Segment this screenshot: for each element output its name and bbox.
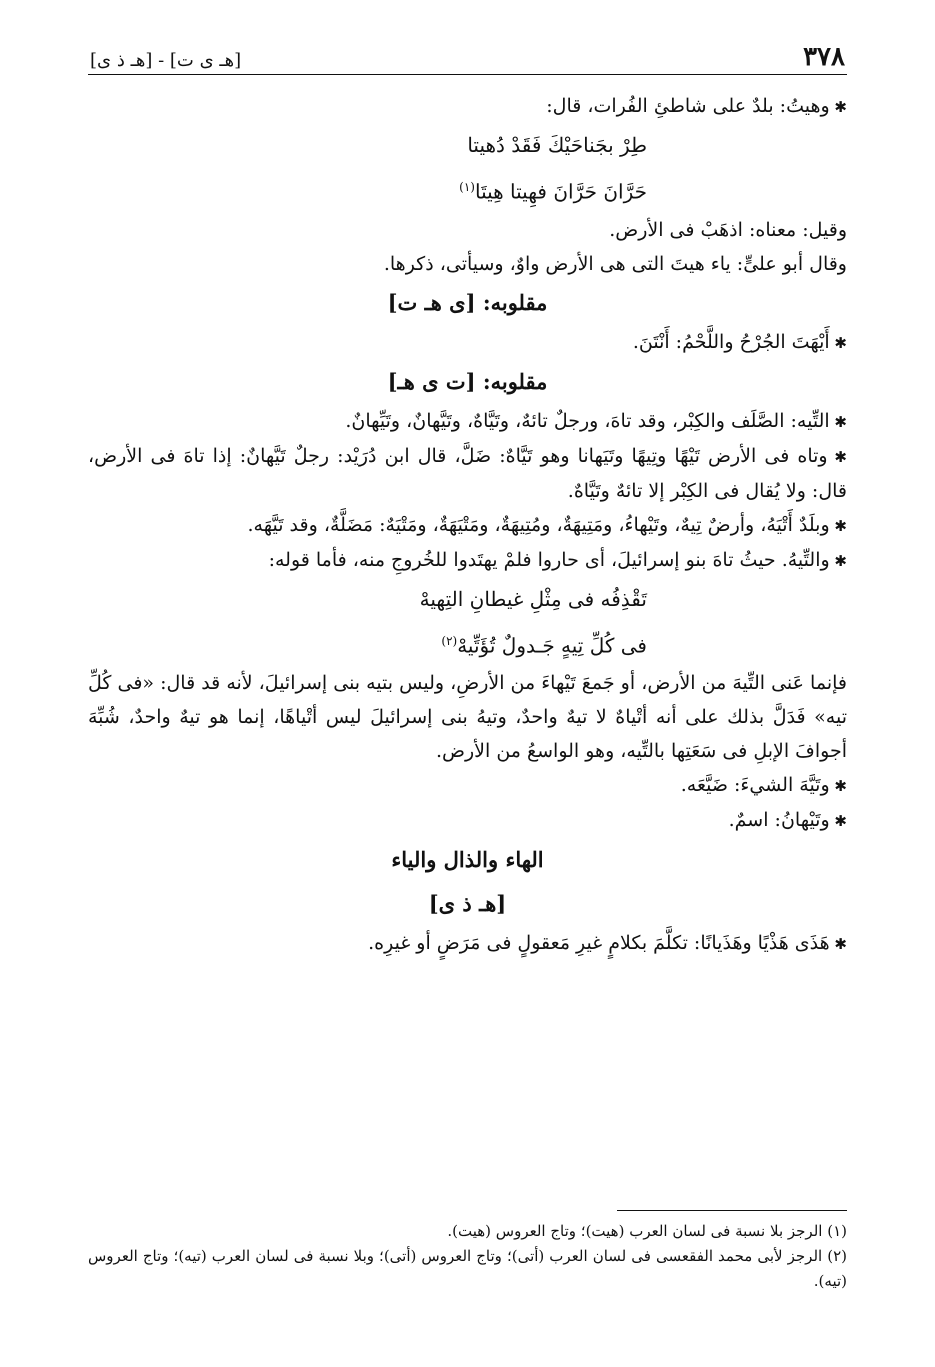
verse-text: فى كُلِّ تِيهٍ جَـدولٌ تُؤَتِّيهْ [457, 633, 647, 658]
footnote-rule [617, 1210, 847, 1211]
entry-hadha: ✱ هَذَى هَذْيًا وهَذَيانًا: تكلَّمَ بكلامٍ غيرِ مَعقولٍ فى مَرَضٍ أو غيرِه. [88, 926, 847, 961]
paragraph: وقال أبو علىٍّ: ياء هيتَ التى هى الأرض واوٌ، وسيأتى، ذكرها. [383, 252, 847, 275]
entry-tih: ✱ التِّيه: الصَّلَف والكِبْر، وقد تاهَ، ورجلٌ تائهٌ، وتَيَّاهٌ، وتَيَّهانٌ، وتَيِّهانٌ. [88, 404, 847, 439]
entry-taha: ✱ وتاه فى الأرض تَيْهًا وتِيهًا وتَيَهانا وهو تَيَّاهٌ: ضَلَّ، قال ابن دُرَيْد: رجلٌ تَيَّهانٌ: إذا تاهَ فى الأرض، قال: ولا يُقال فى الكِبْر إلا تائهٌ وتَيَّاهٌ. [88, 439, 847, 508]
entry-tayyaha: ✱ وتَيَّهَ الشيءَ: ضَيَّعَه. [88, 768, 847, 803]
paragraph: فإنما عَنى التِّيهَ من الأرض، أو جَمعَ تَيْهاءَ من الأرضِ، وليس بتيه بنى إسرائيلَ، لأنه قد قال: «فى كُلِّ تيه» فَدَلَّ بذلك على أنه أتْياهٌ لا تيهٌ واحدٌ، وتيهُ بنى إسرائيلَ ليس أتْياهًا، إنما هو تيهٌ واحدٌ، شُبِّهَ أجوافَ الإبلِ فى سَعَتِها بالتِّيه، وهو الواسعُ من الأرض. [88, 672, 847, 763]
footnote: (٢) الرجز لأبى محمد الفقعسى فى لسان العرب (أتى)؛ وتاج العروس (أتى)؛ وبلا نسبة فى لسان العرب (تيه)؛ وتاج العروس (تيه). [88, 1247, 847, 1290]
page-body [88, 89, 847, 961]
footnote: (١) الرجز بلا نسبة فى لسان العرب (هيت)؛ وتاج العروس (هيت). [447, 1222, 847, 1240]
entry-balad: ✱ وبلَدٌ أَتْيَهُ، وأرضٌ تِيهٌ، وتَيْهاءُ، ومَتِيهَةٌ، ومُتِيهَةٌ، ومَتْيَهَةٌ، ومَتْيَهٌ: مَضَلَّةٌ، وقد تَيَّهَه. [88, 508, 847, 543]
footnote-ref: (١) [459, 180, 475, 194]
header-root-range: [هـ ى ت] - [هـ ذ ى] [90, 50, 242, 71]
verse-line [88, 166, 847, 213]
entry-hit: ✱ وهيتُ: بلدٌ على شاطئِ الفُرات، قال: [88, 89, 847, 124]
paragraph: وقيل: معناه: اذهَبْ فى الأرض. [609, 218, 847, 241]
verse-line: تَقْذِفُه فى مِثْلِ غيطانِ التِهيهْ [419, 586, 647, 611]
verse-line: طِرْ بجَناحَيْكَ فَقَدْ دُهيتا [467, 133, 647, 157]
chapter-heading: الهاء والذال والياء [391, 847, 544, 873]
section-heading: [هـ ذ ى] [428, 891, 507, 917]
entry-altih: ✱ والتِّيهُ. حيثُ تاهَ بنو إسرائيلَ، أى حاروا فلمْ يهتَدوا للخُروجِ منه، فأما قوله: [88, 543, 847, 578]
section-heading: مقلوبه: [ت ى هـ] [387, 368, 548, 394]
entry-ayhata: ✱ أَيْهَتَ الجُرْحُ واللَّحْمُ: أَنْتَنَ. [88, 325, 847, 360]
footnotes [88, 1210, 847, 1294]
footnote-ref: (٢) [441, 633, 458, 648]
verse-line [88, 620, 847, 667]
verse-text: حَرَّانَ حَرَّانَ فهِيتا هِيتَا [474, 179, 647, 204]
running-head [88, 34, 847, 75]
entry-tayhan: ✱ وتَيْهانُ: اسمٌ. [88, 803, 847, 838]
page-number: ٣٧٨ [803, 42, 845, 72]
section-heading: مقلوبه: [ى هـ ت] [387, 289, 548, 315]
